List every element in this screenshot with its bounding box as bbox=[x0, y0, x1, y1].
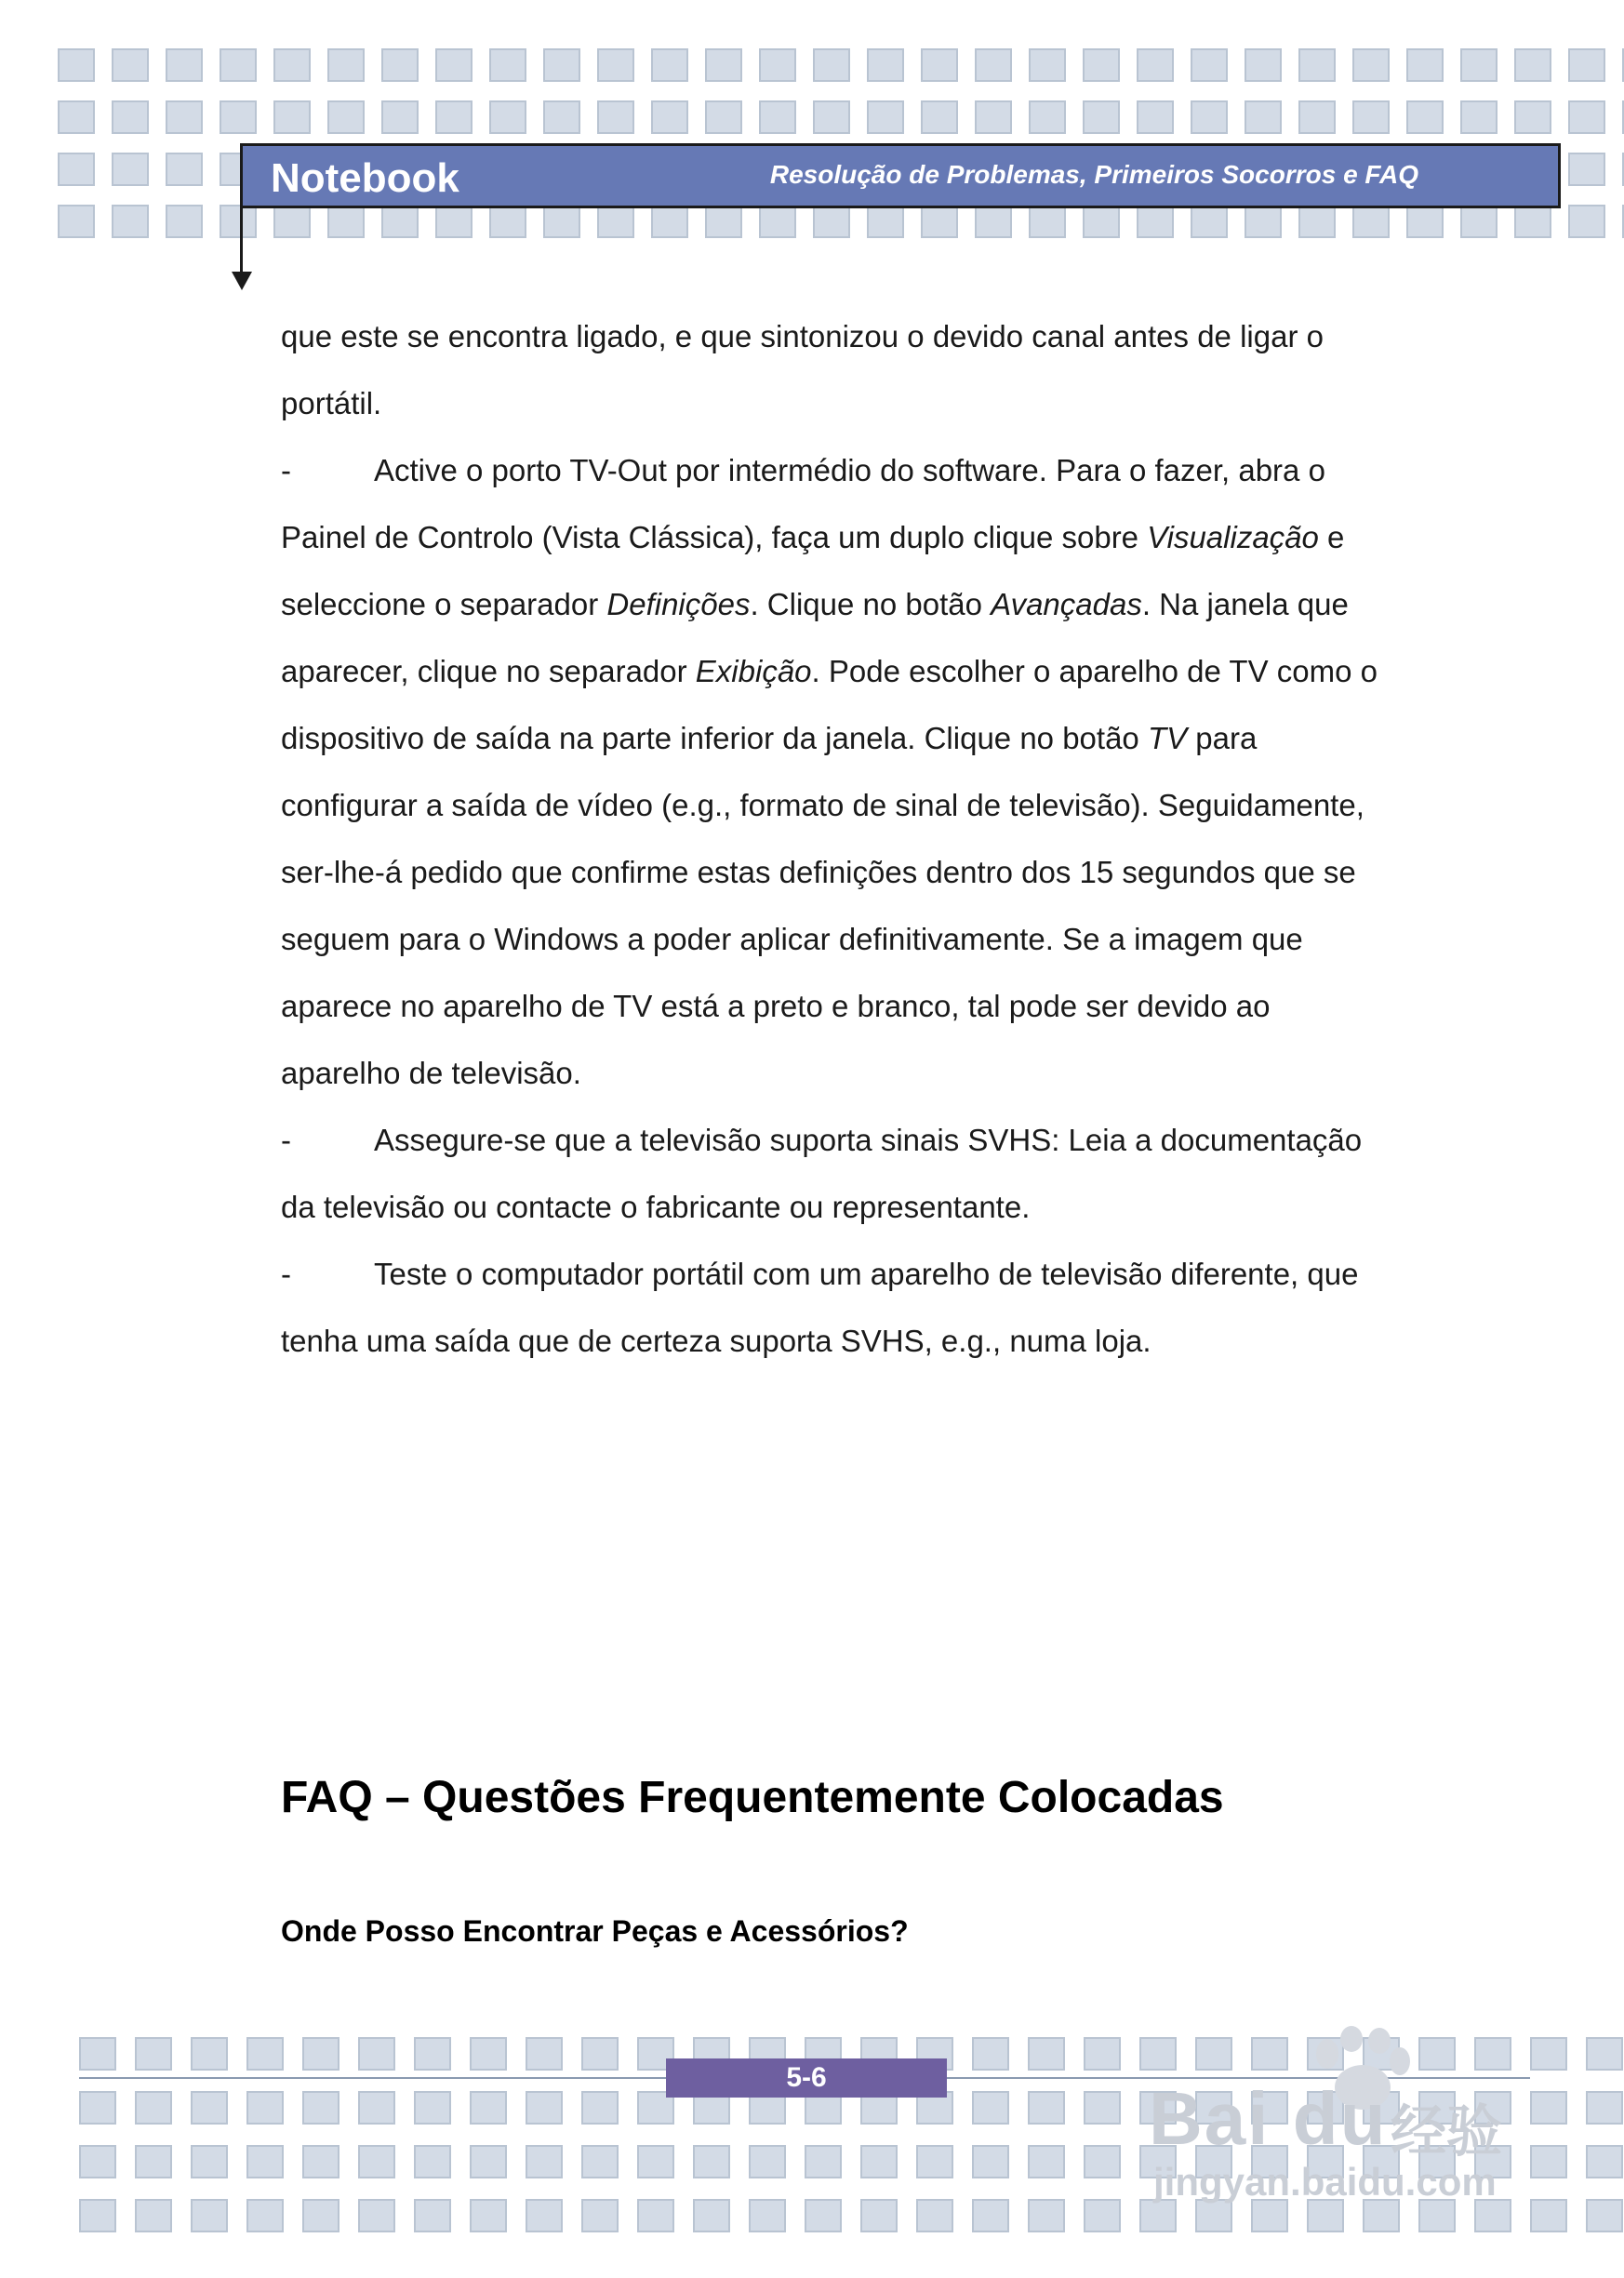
text-line: seleccione o separador Definições. Clique no botão Avançadas. Na janela que bbox=[281, 587, 1349, 621]
tile bbox=[220, 205, 257, 238]
tile bbox=[1028, 2199, 1065, 2232]
tile bbox=[972, 2037, 1009, 2071]
tile bbox=[246, 2145, 284, 2178]
tile bbox=[1083, 205, 1120, 238]
tile bbox=[220, 48, 257, 82]
tile bbox=[112, 153, 149, 186]
tile bbox=[975, 100, 1012, 134]
tile bbox=[1083, 100, 1120, 134]
watermark-url: jingyan.baidu.com bbox=[1153, 2160, 1497, 2204]
tile bbox=[112, 100, 149, 134]
text-line: ser-lhe-á pedido que confirme estas definições dentro dos 15 segundos que se bbox=[281, 855, 1356, 889]
tile bbox=[637, 2199, 674, 2232]
tile bbox=[1568, 153, 1605, 186]
tile bbox=[220, 100, 257, 134]
tile bbox=[759, 100, 796, 134]
tile bbox=[489, 48, 526, 82]
tile bbox=[1568, 48, 1605, 82]
tile bbox=[358, 2037, 395, 2071]
tile bbox=[191, 2199, 228, 2232]
tile bbox=[1195, 2037, 1232, 2071]
tile bbox=[1352, 100, 1390, 134]
tile bbox=[916, 2145, 953, 2178]
header-arrow-line bbox=[240, 208, 243, 275]
tile bbox=[972, 2199, 1009, 2232]
tile bbox=[581, 2145, 619, 2178]
tile bbox=[1251, 2037, 1288, 2071]
emphasis: Visualização bbox=[1147, 520, 1319, 554]
tile bbox=[58, 153, 95, 186]
tile bbox=[79, 2091, 116, 2125]
tile bbox=[135, 2037, 172, 2071]
watermark-text: 经验 bbox=[1391, 2100, 1502, 2163]
text-line: seguem para o Windows a poder aplicar definitivamente. Se a imagem que bbox=[281, 922, 1303, 956]
tile bbox=[470, 2199, 507, 2232]
tile bbox=[543, 100, 580, 134]
tile bbox=[273, 48, 311, 82]
tile bbox=[867, 100, 904, 134]
tile bbox=[1137, 205, 1174, 238]
tile bbox=[1029, 205, 1066, 238]
tile bbox=[867, 48, 904, 82]
tile bbox=[1245, 100, 1282, 134]
tile bbox=[1084, 2037, 1121, 2071]
tile bbox=[489, 205, 526, 238]
watermark-logo: Bai du bbox=[1149, 2077, 1388, 2160]
tile bbox=[79, 2145, 116, 2178]
tile bbox=[1352, 48, 1390, 82]
tile bbox=[302, 2091, 339, 2125]
tile bbox=[860, 2145, 898, 2178]
tile bbox=[1530, 2091, 1567, 2125]
tile bbox=[166, 205, 203, 238]
emphasis: Definições bbox=[606, 587, 751, 621]
tile bbox=[813, 100, 850, 134]
tile bbox=[135, 2145, 172, 2178]
tile bbox=[414, 2037, 451, 2071]
text-line: dispositivo de saída na parte inferior da janela. Clique no botão TV para bbox=[281, 721, 1258, 755]
tile bbox=[302, 2037, 339, 2071]
tile bbox=[916, 2199, 953, 2232]
body-text bbox=[281, 303, 1397, 1375]
tile bbox=[597, 48, 634, 82]
tile bbox=[470, 2145, 507, 2178]
tile bbox=[1245, 48, 1282, 82]
tile bbox=[381, 48, 419, 82]
tile bbox=[693, 2199, 730, 2232]
emphasis: Avançadas bbox=[991, 587, 1142, 621]
tile bbox=[1514, 100, 1551, 134]
tile bbox=[921, 48, 958, 82]
tile bbox=[1137, 100, 1174, 134]
tile bbox=[1298, 100, 1336, 134]
tile bbox=[1514, 205, 1551, 238]
tile bbox=[381, 205, 419, 238]
tile bbox=[651, 48, 688, 82]
tile bbox=[597, 100, 634, 134]
tile bbox=[860, 2199, 898, 2232]
tile bbox=[1084, 2091, 1121, 2125]
tile bbox=[414, 2091, 451, 2125]
text-line: aparece no aparelho de TV está a preto e branco, tal pode ser devido ao bbox=[281, 989, 1271, 1023]
bullet-dash: - bbox=[281, 1123, 291, 1157]
tile bbox=[414, 2145, 451, 2178]
text-line: Painel de Controlo (Vista Clássica), faça um duplo clique sobre Visualização e bbox=[281, 520, 1345, 554]
tile bbox=[1474, 2037, 1511, 2071]
tile bbox=[112, 48, 149, 82]
tile bbox=[1028, 2037, 1065, 2071]
tile bbox=[1137, 48, 1174, 82]
tile bbox=[693, 2145, 730, 2178]
text-line: portátil. bbox=[281, 386, 382, 420]
tile bbox=[58, 205, 95, 238]
faq-subheading: Onde Posso Encontrar Peças e Acessórios? bbox=[281, 1914, 909, 1948]
tile bbox=[1406, 100, 1444, 134]
tile bbox=[1191, 48, 1228, 82]
tile bbox=[526, 2091, 563, 2125]
text-line: da televisão ou contacte o fabricante ou representante. bbox=[281, 1190, 1031, 1224]
text-line: configurar a saída de vídeo (e.g., formato de sinal de televisão). Seguidamente, bbox=[281, 788, 1364, 822]
tile bbox=[273, 100, 311, 134]
tile bbox=[637, 2145, 674, 2178]
tile bbox=[1514, 48, 1551, 82]
tile bbox=[1245, 205, 1282, 238]
tile bbox=[1139, 2037, 1177, 2071]
tile bbox=[191, 2145, 228, 2178]
tile bbox=[1586, 2145, 1623, 2178]
bullet-dash: - bbox=[281, 1257, 291, 1291]
bullet-line: - Assegure-se que a televisão suporta sinais SVHS: Leia a documentação bbox=[281, 1107, 1397, 1174]
tile bbox=[1586, 2091, 1623, 2125]
tile bbox=[705, 205, 742, 238]
tile bbox=[358, 2199, 395, 2232]
tile bbox=[813, 48, 850, 82]
tile bbox=[972, 2145, 1009, 2178]
tile bbox=[1083, 48, 1120, 82]
tile bbox=[759, 205, 796, 238]
tile bbox=[302, 2199, 339, 2232]
tile bbox=[1029, 48, 1066, 82]
tile bbox=[135, 2091, 172, 2125]
tile bbox=[1406, 48, 1444, 82]
tile bbox=[1298, 48, 1336, 82]
tile bbox=[358, 2145, 395, 2178]
header-title: Notebook bbox=[271, 155, 459, 201]
tile bbox=[1191, 100, 1228, 134]
tile bbox=[1084, 2199, 1121, 2232]
faq-heading: FAQ – Questões Frequentemente Colocadas bbox=[281, 1773, 1224, 1822]
tile bbox=[489, 100, 526, 134]
text-line: aparelho de televisão. bbox=[281, 1056, 581, 1090]
tile bbox=[1084, 2145, 1121, 2178]
tile bbox=[435, 205, 473, 238]
tile bbox=[79, 2199, 116, 2232]
bullet-line: - Active o porto TV-Out por intermédio do software. Para o fazer, abra o bbox=[281, 437, 1397, 504]
tile bbox=[759, 48, 796, 82]
tile bbox=[651, 205, 688, 238]
header-bar bbox=[240, 143, 1561, 208]
tile bbox=[597, 205, 634, 238]
down-arrow-icon bbox=[232, 272, 252, 290]
emphasis: TV bbox=[1147, 721, 1188, 755]
tile bbox=[58, 100, 95, 134]
text-line: tenha uma saída que de certeza suporta SVHS, e.g., numa loja. bbox=[281, 1324, 1151, 1358]
tile bbox=[975, 48, 1012, 82]
tile bbox=[470, 2037, 507, 2071]
tile bbox=[246, 2091, 284, 2125]
tile bbox=[1352, 205, 1390, 238]
tile bbox=[327, 48, 365, 82]
tile bbox=[191, 2091, 228, 2125]
tile bbox=[135, 2199, 172, 2232]
text-line: aparecer, clique no separador Exibição. Pode escolher o aparelho de TV como o bbox=[281, 654, 1378, 688]
tile bbox=[921, 205, 958, 238]
tile bbox=[1568, 100, 1605, 134]
tile bbox=[1530, 2145, 1567, 2178]
tile bbox=[381, 100, 419, 134]
tile bbox=[805, 2199, 842, 2232]
tile bbox=[1460, 48, 1498, 82]
text-line: que este se encontra ligado, e que sintonizou o devido canal antes de ligar o bbox=[281, 319, 1324, 353]
tile bbox=[543, 48, 580, 82]
tile bbox=[1568, 205, 1605, 238]
tile bbox=[1530, 2199, 1567, 2232]
tile bbox=[1029, 100, 1066, 134]
tile bbox=[526, 2199, 563, 2232]
tile bbox=[1460, 205, 1498, 238]
tile bbox=[191, 2037, 228, 2071]
tile bbox=[749, 2199, 786, 2232]
tile bbox=[1586, 2199, 1623, 2232]
tile bbox=[166, 100, 203, 134]
tile bbox=[975, 205, 1012, 238]
tile bbox=[79, 2037, 116, 2071]
tile bbox=[1406, 205, 1444, 238]
tile bbox=[972, 2091, 1009, 2125]
tile bbox=[166, 48, 203, 82]
tile bbox=[705, 100, 742, 134]
tile bbox=[705, 48, 742, 82]
tile bbox=[543, 205, 580, 238]
tile bbox=[1460, 100, 1498, 134]
tile bbox=[435, 48, 473, 82]
tile bbox=[581, 2199, 619, 2232]
tile bbox=[470, 2091, 507, 2125]
bullet-dash: - bbox=[281, 453, 291, 487]
bullet-line: - Teste o computador portátil com um aparelho de televisão diferente, que bbox=[281, 1241, 1397, 1308]
tile bbox=[58, 48, 95, 82]
tile bbox=[813, 205, 850, 238]
tile bbox=[526, 2037, 563, 2071]
tile bbox=[1298, 205, 1336, 238]
tile bbox=[921, 100, 958, 134]
tile bbox=[327, 205, 365, 238]
tile bbox=[1191, 205, 1228, 238]
tile bbox=[651, 100, 688, 134]
page-number: 5-6 bbox=[666, 2058, 947, 2098]
tile bbox=[805, 2145, 842, 2178]
tile bbox=[749, 2145, 786, 2178]
tile bbox=[1028, 2145, 1065, 2178]
tile bbox=[581, 2091, 619, 2125]
tile bbox=[358, 2091, 395, 2125]
emphasis: Exibição bbox=[695, 654, 812, 688]
tile bbox=[1530, 2037, 1567, 2071]
tile bbox=[246, 2199, 284, 2232]
tile bbox=[273, 205, 311, 238]
tile bbox=[526, 2145, 563, 2178]
tile bbox=[166, 153, 203, 186]
tile bbox=[246, 2037, 284, 2071]
tile bbox=[1586, 2037, 1623, 2071]
tile bbox=[327, 100, 365, 134]
tile bbox=[112, 205, 149, 238]
header-subtitle: Resolução de Problemas, Primeiros Socorros e FAQ bbox=[769, 160, 1418, 189]
tile bbox=[581, 2037, 619, 2071]
tile bbox=[1418, 2037, 1456, 2071]
tile bbox=[867, 205, 904, 238]
tile bbox=[435, 100, 473, 134]
tile bbox=[414, 2199, 451, 2232]
tile bbox=[302, 2145, 339, 2178]
tile bbox=[1028, 2091, 1065, 2125]
